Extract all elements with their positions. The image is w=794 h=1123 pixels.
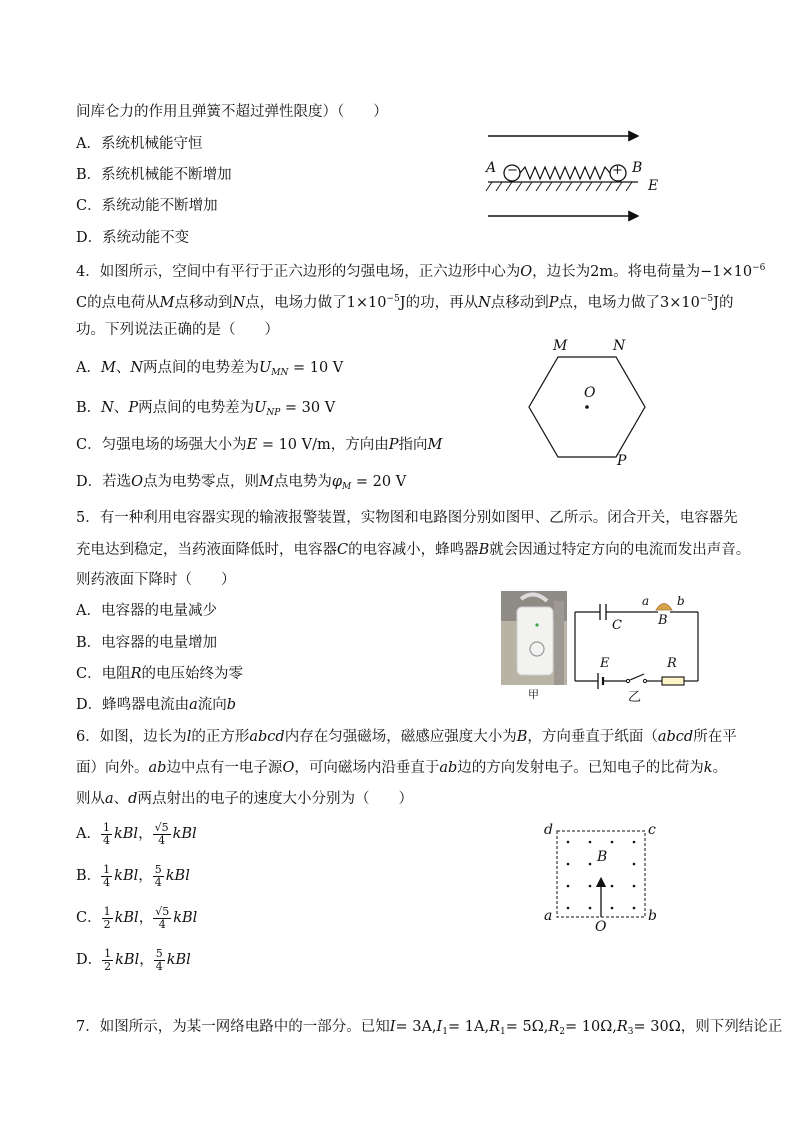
q5-option-b[interactable]: B．电容器的电量增加 xyxy=(76,635,218,651)
indicator-light xyxy=(535,623,538,626)
circuit-label-a-terminal: a xyxy=(642,594,650,608)
plus-sign: + xyxy=(612,163,623,178)
q6-option-b[interactable]: B． $\frac{1}{4}$ kBl， $\frac{5}{4}$ kBl xyxy=(76,862,190,889)
q4-stem-line2: C的点电荷从M点移动到N点，电场力做了$1\times 10^{-5}J$的功，再从N点移动到P点，电场力做了$3\times 10^{-5}J$的 xyxy=(76,294,734,311)
circuit-label-r: R xyxy=(667,656,677,671)
hex-label-n: N xyxy=(613,338,626,354)
hex-label-o: O xyxy=(584,385,596,401)
q4-stem-line1: 4．如图所示，空间中有平行于正六边形的匀强电场，正六边形中心为O，边长为2m。将电荷量为$-1\times 10^{-6}$ xyxy=(76,263,766,280)
q5-option-c[interactable]: C．电阻R的电压始终为零 xyxy=(76,666,244,682)
circuit-label-e: E xyxy=(600,656,610,671)
q6-magnetic-field-figure xyxy=(556,830,648,918)
circuit-label-c: C xyxy=(612,618,622,633)
q3-option-c[interactable]: C．系统动能不断增加 xyxy=(76,198,218,214)
ground-hatch xyxy=(486,182,632,191)
q3-label-b: B xyxy=(632,160,643,176)
q3-option-b[interactable]: B．系统机械能不断增加 xyxy=(76,167,232,183)
q4-option-d[interactable]: D．若选O点为电势零点，则M点电势为$\varphi_M = 20$ V xyxy=(76,474,407,492)
q3-label-a: A xyxy=(486,160,497,176)
q7-stem-line1: 7．如图所示，为某一网络电路中的一部分。已知$I= 3A,I_1= 1A,R_1= 5\Omega,R_2= 10\Omega,R_3= 30\Omega$，则下列结论正 xyxy=(76,1019,783,1037)
center-point xyxy=(585,405,589,409)
square-label-b: b xyxy=(648,908,657,924)
square-label-d: d xyxy=(544,822,553,838)
fig-label-yi: 乙 xyxy=(628,690,642,705)
q6-stem-line3: 则从a、d两点射出的电子的速度大小分别为（ ） xyxy=(76,791,413,807)
switch xyxy=(630,674,644,680)
hex-label-m: M xyxy=(553,338,568,354)
device-body xyxy=(517,607,553,675)
q5-stem-line3: 则药液面下降时（ ） xyxy=(76,572,236,588)
q4-stem-line3: 功。下列说法正确的是（ ） xyxy=(76,322,279,338)
q4-option-b[interactable]: B．N、P两点间的电势差为$U_{NP} = 30$ V xyxy=(76,400,336,418)
q6-option-c[interactable]: C． $\frac{1}{2}$ kBl， $\frac{√5}{4}$ kBl xyxy=(76,904,198,931)
square-label-c: c xyxy=(648,822,656,838)
q4-option-a[interactable]: A．M、N两点间的电势差为$U_{MN} = 10$ V xyxy=(76,360,344,378)
circuit-label-b-terminal: b xyxy=(677,594,685,608)
q4-hexagon-figure xyxy=(528,355,648,460)
spring xyxy=(520,167,610,179)
q5-option-a[interactable]: A．电容器的电量减少 xyxy=(76,603,217,619)
q3-option-d[interactable]: D．系统动能不变 xyxy=(76,230,190,246)
q5-option-d[interactable]: D．蜂鸣器电流由a流向b xyxy=(76,697,237,713)
buzzer xyxy=(656,604,672,611)
resistor xyxy=(662,677,684,685)
q5-circuit-diagram xyxy=(574,597,704,689)
q6-option-d[interactable]: D． $\frac{1}{2}$ kBl， $\frac{5}{4}$ kBl xyxy=(76,946,191,973)
circuit-label-b: B xyxy=(658,613,668,628)
q3-label-e: E xyxy=(648,178,659,194)
q5-stem-line1: 5．有一种利用电容器实现的输液报警装置，实物图和电路图分别如图甲、乙所示。闭合开关，电容器先 xyxy=(76,510,738,526)
square-label-field-b: B xyxy=(597,849,608,865)
hex-label-p: P xyxy=(617,453,627,469)
q5-stem-line2: 充电达到稳定，当药液面降低时，电容器C的电容减小，蜂鸣器B就会因通过特定方向的电流而发出声音。 xyxy=(76,542,751,558)
q6-stem-line2: 面）向外。ab边中点有一电子源O，可向磁场内沿垂直于ab边的方向发射电子。已知电子的比荷为k。 xyxy=(76,760,728,776)
q3-stem-end: 间库仑力的作用且弹簧不超过弹性限度）（ ） xyxy=(76,104,388,120)
minus-sign: − xyxy=(507,163,518,178)
q4-option-c[interactable]: C．匀强电场的场强大小为E = 10 V/m，方向由P指向M xyxy=(76,437,443,453)
q6-option-a[interactable]: A． $\frac{1}{4}$ kBl， $\frac{√5}{4}$ kBl xyxy=(76,820,197,847)
q6-stem-line1: 6．如图，边长为l的正方形abcd内存在匀强磁场，磁感应强度大小为B，方向垂直于纸面（abcd所在平 xyxy=(76,729,737,745)
q5-device-photo xyxy=(501,591,567,685)
square-label-o: O xyxy=(595,919,607,935)
square-label-a: a xyxy=(544,908,553,924)
fig-label-jia: 甲 xyxy=(528,688,539,701)
q3-option-a[interactable]: A．系统机械能守恒 xyxy=(76,136,203,152)
